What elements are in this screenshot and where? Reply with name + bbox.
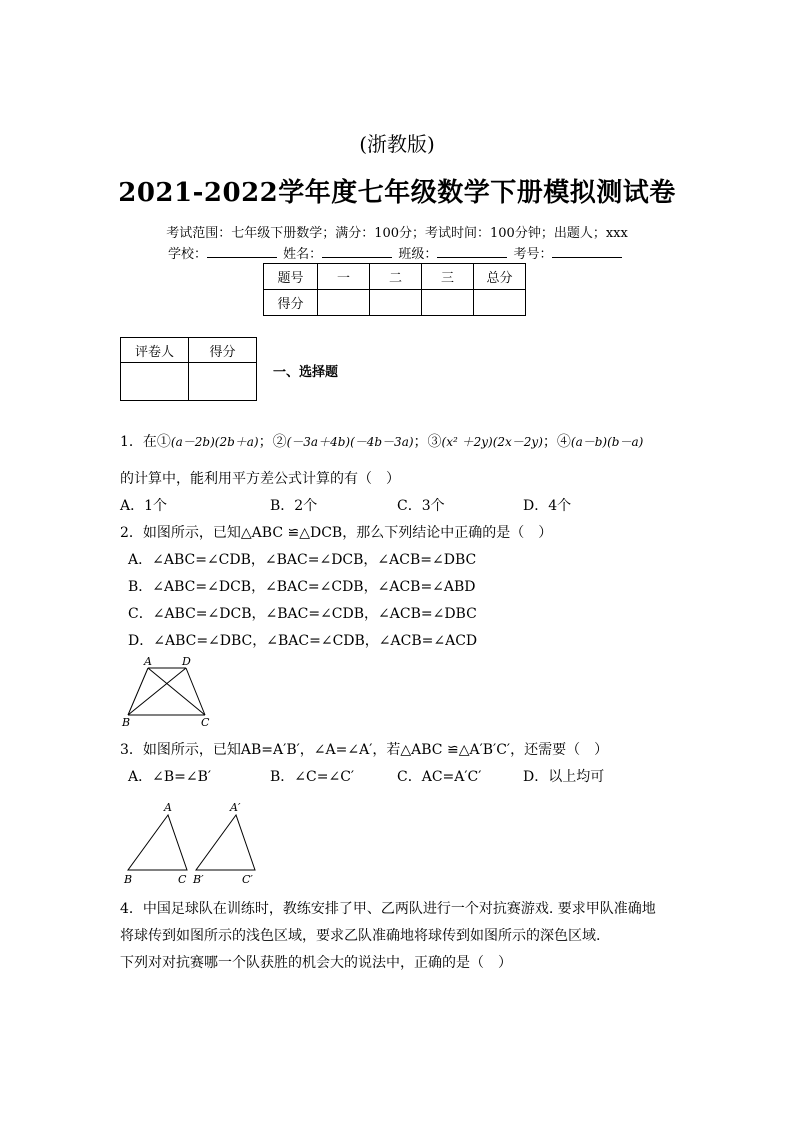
score-table xyxy=(263,263,526,316)
exam-number-label: 考号： xyxy=(513,247,553,262)
q3-option-c[interactable]: C．AC=A′C′ xyxy=(397,769,482,785)
score-header-2: 二 xyxy=(370,264,422,290)
class-field[interactable] xyxy=(437,245,507,258)
q3-option-a[interactable]: A．∠B=∠B′ xyxy=(128,769,212,785)
section-title: 一、选择题 xyxy=(273,365,339,380)
expr-marker-3: ；③ xyxy=(413,434,442,450)
question-1-line-2: 的计算中，能利用平方差公式计算的有（ ） xyxy=(120,471,400,487)
exam-subtitle: (浙教版) xyxy=(359,132,435,156)
exam-title: 2021-2022学年度七年级数学下册模拟测试卷 xyxy=(118,178,676,208)
grader-header: 评卷人 xyxy=(121,338,189,363)
grader-table xyxy=(120,337,257,401)
name-label: 姓名： xyxy=(283,247,323,262)
q1-option-c[interactable]: C．3个 xyxy=(397,498,445,514)
triangle-abc xyxy=(128,815,187,870)
class-label: 班级： xyxy=(398,247,438,262)
q2-option-b[interactable]: B．∠ABC=∠DCB，∠BAC=∠CDB，∠ACB=∠ABD xyxy=(128,579,476,595)
score-header-3: 三 xyxy=(422,264,474,290)
segment-dc xyxy=(186,668,205,715)
q3-figure xyxy=(118,798,268,890)
score-header-qnum: 题号 xyxy=(264,264,318,290)
expr-4: (a－b)(b－a) xyxy=(570,435,644,449)
school-label: 学校： xyxy=(168,247,208,262)
question-4-line-1: 4．中国足球队在训练时，教练安排了甲、乙两队进行一个对抗赛游戏. 要求甲队准确地 xyxy=(120,901,656,917)
score-cell[interactable] xyxy=(422,290,474,316)
label-b: B xyxy=(124,873,133,886)
expr-3: (x² ＋2y)(2x－2y) xyxy=(441,435,543,449)
label-a: A xyxy=(164,801,172,814)
q2-option-d[interactable]: D．∠ABC=∠DBC，∠BAC=∠CDB，∠ACB=∠ACD xyxy=(128,633,478,649)
question-2-text: 2．如图所示，已知△ABC ≌△DCB，那么下列结论中正确的是（ ） xyxy=(120,525,553,541)
school-field[interactable] xyxy=(207,245,277,258)
score-header-total: 总分 xyxy=(474,264,526,290)
triangle-abc-prime xyxy=(196,815,255,870)
q1-option-b[interactable]: B．2个 xyxy=(270,498,318,514)
q3-option-b[interactable]: B．∠C=∠C′ xyxy=(270,769,355,785)
label-c: C xyxy=(201,716,210,729)
label-a-prime: A′ xyxy=(230,801,241,814)
score-header-1: 一 xyxy=(318,264,370,290)
grader-score-header: 得分 xyxy=(189,338,257,363)
question-4-line-2: 将球传到如图所示的浅色区域，要求乙队准确地将球传到如图所示的深色区域. xyxy=(120,928,601,944)
q1-option-a[interactable]: A．1个 xyxy=(120,498,168,514)
q3-option-d[interactable]: D．以上均可 xyxy=(523,769,605,785)
score-cell[interactable] xyxy=(318,290,370,316)
q2-option-c[interactable]: C．∠ABC=∠DCB，∠BAC=∠CDB，∠ACB=∠DBC xyxy=(128,606,477,622)
score-cell[interactable] xyxy=(370,290,422,316)
question-1-line-1 xyxy=(120,431,643,451)
exam-number-field[interactable] xyxy=(552,245,622,258)
question-1-prefix: 1．在 xyxy=(120,434,157,450)
question-3-text: 3．如图所示，已知AB=A′B′，∠A=∠A′，若△ABC ≌△A′B′C′，还需要（ ） xyxy=(120,742,609,758)
q1-option-d[interactable]: D．4个 xyxy=(523,498,572,514)
name-field[interactable] xyxy=(322,245,392,258)
question-4-line-3: 下列对对抗赛哪一个队获胜的机会大的说法中，正确的是（ ） xyxy=(120,955,512,971)
exam-info: 考试范围：七年级下册数学；满分：100分；考试时间：100分钟；出题人；xxx xyxy=(166,226,628,241)
q2-figure xyxy=(118,655,218,730)
score-cell[interactable] xyxy=(474,290,526,316)
label-c-prime: C′ xyxy=(242,873,253,886)
expr-1: (a－2b)(2b＋a) xyxy=(170,435,259,449)
expr-marker-1: ① xyxy=(156,434,171,450)
label-b-prime: B′ xyxy=(193,873,204,886)
label-b: B xyxy=(122,716,131,729)
expr-2: (－3a＋4b)(－4b－3a) xyxy=(286,435,414,449)
expr-marker-2: ；② xyxy=(258,434,287,450)
grader-cell[interactable] xyxy=(121,363,189,401)
label-a: A xyxy=(144,655,152,668)
segment-ab xyxy=(128,668,148,715)
q2-option-a[interactable]: A．∠ABC=∠CDB，∠BAC=∠DCB，∠ACB=∠DBC xyxy=(128,552,477,568)
label-c: C xyxy=(178,873,187,886)
score-row-label: 得分 xyxy=(264,290,318,316)
student-info-row xyxy=(168,243,624,262)
grader-score-cell[interactable] xyxy=(189,363,257,401)
label-d: D xyxy=(182,655,191,668)
expr-marker-4: ；④ xyxy=(542,434,571,450)
